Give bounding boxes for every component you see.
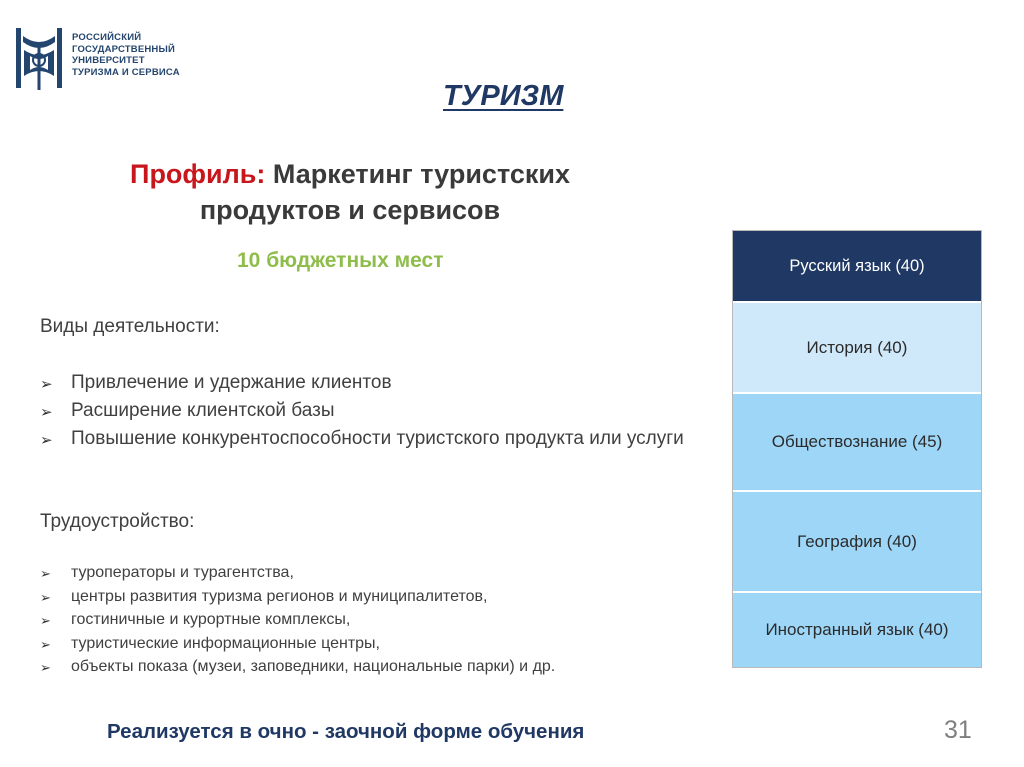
entrance-subjects-table: [732, 230, 982, 668]
page-number: 31: [944, 716, 972, 744]
university-name: [72, 32, 180, 78]
arrow-bullet-icon: ➢: [40, 432, 53, 449]
list-item: [40, 425, 700, 453]
list-item-text: центры развития туризма регионов и муниципалитетов,: [71, 587, 488, 605]
employment-list: [40, 561, 720, 679]
list-item-text: туристические информационные центры,: [71, 634, 380, 652]
list-item: [40, 397, 700, 425]
arrow-bullet-icon: ➢: [40, 566, 51, 581]
university-logo-icon: [14, 26, 64, 94]
list-item-text: гостиничные и курортные комплексы,: [71, 611, 351, 628]
list-item: [40, 608, 720, 632]
profile-name-line2: продуктов и сервисов: [199, 195, 501, 225]
university-name-line: ГОСУДАРСТВЕННЫЙ: [72, 43, 176, 55]
arrow-bullet-icon: ➢: [40, 660, 51, 675]
list-item: [40, 561, 720, 585]
subject-social-studies: Обществознание (45): [733, 394, 981, 492]
list-item-text: Повышение конкурентоспособности туристского продукта или услуги: [71, 428, 684, 449]
profile-name-line1: Маркетинг туристских: [272, 159, 570, 189]
list-item-text: Привлечение и удержание клиентов: [71, 372, 392, 393]
profile-heading: [60, 156, 640, 228]
subject-foreign-language: Иностранный язык (40): [733, 593, 981, 667]
arrow-bullet-icon: ➢: [40, 636, 51, 652]
page-title: ТУРИЗМ: [443, 80, 564, 112]
list-item: [40, 632, 720, 656]
university-name-line: ТУРИЗМА И СЕРВИСА: [72, 66, 180, 78]
university-name-line: РОССИЙСКИЙ: [72, 32, 142, 43]
activities-heading: Виды деятельности:: [40, 316, 220, 337]
arrow-bullet-icon: ➢: [40, 376, 53, 393]
list-item: [40, 585, 720, 609]
list-item-text: объекты показа (музеи, заповедники, национальные парки) и др.: [71, 658, 556, 675]
arrow-bullet-icon: ➢: [40, 613, 51, 628]
subject-russian: Русский язык (40): [733, 231, 981, 303]
study-form-note: Реализуется в очно - заочной форме обучения: [107, 720, 585, 743]
subject-history: История (40): [733, 303, 981, 394]
list-item-text: Расширение клиентской базы: [71, 400, 335, 421]
list-item: [40, 369, 700, 397]
subject-geography: География (40): [733, 492, 981, 593]
budget-seats: 10 бюджетных мест: [237, 249, 444, 272]
list-item-text: туроператоры и турагентства,: [71, 564, 294, 581]
list-item: [40, 655, 720, 679]
arrow-bullet-icon: ➢: [40, 589, 51, 605]
university-name-line: УНИВЕРСИТЕТ: [72, 55, 145, 66]
activities-list: [40, 369, 700, 453]
profile-label: Профиль:: [130, 159, 266, 189]
arrow-bullet-icon: ➢: [40, 404, 53, 421]
employment-heading: Трудоустройство:: [40, 511, 195, 532]
